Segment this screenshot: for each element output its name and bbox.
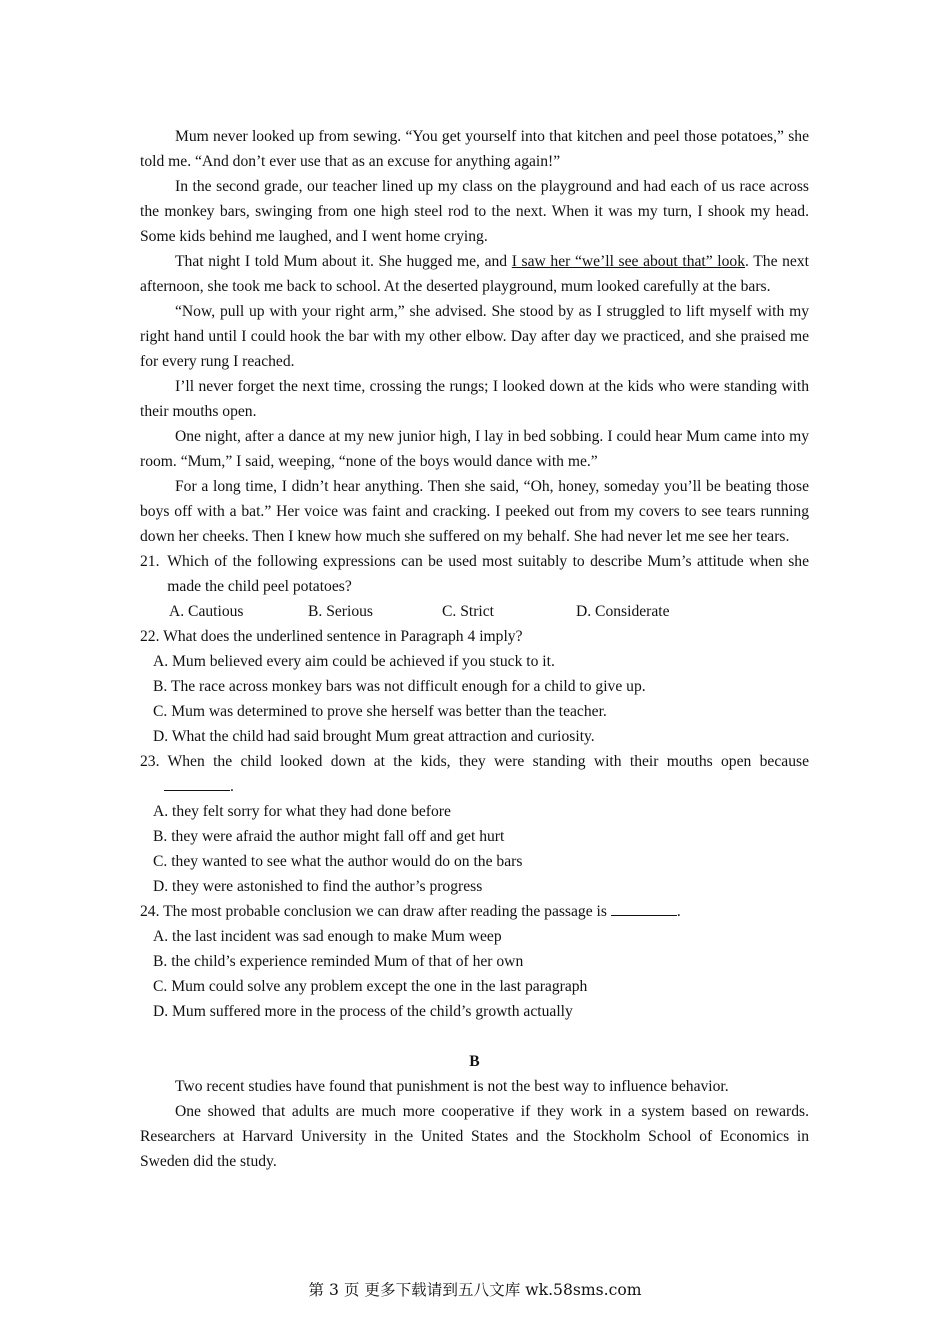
option-d: D. Considerate xyxy=(576,603,670,620)
option-d: D. they were astonished to find the author’s progress xyxy=(153,878,483,895)
option-c: C. Mum could solve any problem except the one in the last paragraph xyxy=(153,978,588,995)
question-21 xyxy=(140,549,809,599)
passage-paragraph-4 xyxy=(140,249,809,299)
option-b: B. The race across monkey bars was not difficult enough for a child to give up. xyxy=(153,678,646,695)
option-c: C. they wanted to see what the author would do on the bars xyxy=(153,853,523,870)
stem-text: 24. The most probable conclusion we can draw after reading the passage is xyxy=(140,903,611,920)
option-a: A. the last incident was sad enough to make Mum weep xyxy=(153,928,502,945)
question-23-blank-line xyxy=(140,774,809,799)
option-b: B. the child’s experience reminded Mum of that of her own xyxy=(153,953,524,970)
question-23-stem: 23. When the child looked down at the kids, they were standing with their mouths open because xyxy=(140,753,809,770)
option-a: A. Mum believed every aim could be achieved if you stuck to it. xyxy=(153,653,555,670)
stem-end: . xyxy=(676,903,681,920)
answer-blank xyxy=(611,901,677,916)
passage-paragraph: One showed that adults are much more cooperative if they work in a system based on rewards. Researchers at Harvard University in the United States and the Stockholm School of Economics in Sweden did the study. xyxy=(140,1103,809,1170)
question-22-stem: 22. What does the underlined sentence in Paragraph 4 imply? xyxy=(140,628,523,645)
underlined-sentence: I saw her “we’ll see about that” look xyxy=(511,253,746,270)
passage-paragraph: I’ll never forget the next time, crossing the rungs; I looked down at the kids who were standing with their mouths open. xyxy=(140,378,809,420)
option-c: C. Mum was determined to prove she herself was better than the teacher. xyxy=(153,703,607,720)
page-content xyxy=(140,124,809,1174)
option-a: A. Cautious xyxy=(169,603,244,620)
option-d: D. Mum suffered more in the process of the child’s growth actually xyxy=(153,1003,573,1020)
option-b: B. they were afraid the author might fall off and get hurt xyxy=(153,828,505,845)
passage-paragraph: Two recent studies have found that punishment is not the best way to influence behavior. xyxy=(175,1078,729,1095)
question-21-options xyxy=(140,599,809,624)
passage-paragraph: Mum never looked up from sewing. “You get yourself into that kitchen and peel those potatoes,” she told me. “And don’t ever use that as an excuse for anything again!” xyxy=(140,128,809,170)
option-d: D. What the child had said brought Mum great attraction and curiosity. xyxy=(153,728,595,745)
stem-end: . xyxy=(230,778,234,795)
question-number: 21. xyxy=(140,553,168,570)
p3-before: That night I told Mum about it. She hugged me, and xyxy=(175,253,512,270)
passage-paragraph: “Now, pull up with your right arm,” she advised. She stood by as I struggled to lift myself with my right hand until I could hook the bar with my other elbow. Day after day we practiced, and she praised me for every rung I reached. xyxy=(140,303,809,370)
option-c: C. Strict xyxy=(442,603,494,620)
p3-after: . The next afternoon, she took me back to school. At the deserted playground, mum looked carefully at the bars. xyxy=(140,253,809,295)
question-24-stem xyxy=(140,899,809,924)
section-title: B xyxy=(469,1053,480,1070)
question-stem: Which of the following expressions can be used most suitably to describe Mum’s attitude when she made the child peel potatoes? xyxy=(167,553,809,595)
passage-paragraph: For a long time, I didn’t hear anything. Then she said, “Oh, honey, someday you’ll be beating those boys off with a bat.” Her voice was faint and cracking. I peeked out from my covers to see tears running down her cheeks. Then I knew how much she suffered on my behalf. She had never let me see her tears. xyxy=(140,478,809,545)
page-footer: 第 3 页 更多下载请到五八文库 wk.58sms.com xyxy=(308,1281,642,1299)
option-a: A. they felt sorry for what they had done before xyxy=(153,803,451,820)
answer-blank xyxy=(164,776,230,791)
option-b: B. Serious xyxy=(308,603,373,620)
passage-paragraph: In the second grade, our teacher lined up my class on the playground and had each of us race across the monkey bars, swinging from one high steel rod to the next. When it was my turn, I shook my head. Some kids behind me laughed, and I went home crying. xyxy=(140,178,809,245)
passage-paragraph: One night, after a dance at my new junior high, I lay in bed sobbing. I could hear Mum came into my room. “Mum,” I said, weeping, “none of the boys would dance with me.” xyxy=(140,428,809,470)
